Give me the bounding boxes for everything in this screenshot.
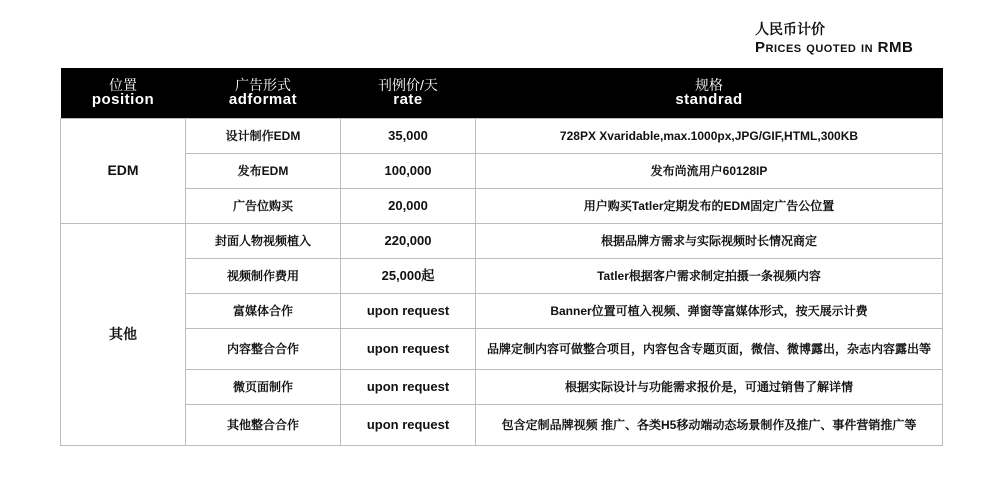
- spec-cell: 728PX Xvaridable,max.1000px,JPG/GIF,HTML,300KB: [476, 119, 943, 154]
- rate-cell: upon request: [341, 370, 476, 405]
- header-adformat-en: adformat: [228, 91, 298, 109]
- header-standrad: [476, 68, 943, 119]
- spec-cell: 根据实际设计与功能需求报价是，可通过销售了解详情: [476, 370, 943, 405]
- header-position-en: position: [91, 91, 155, 109]
- spec-cell: 用户购买Tatler定期发布的EDM固定广告公位置: [476, 189, 943, 224]
- spec-cell: 发布尚流用户60128IP: [476, 154, 943, 189]
- table-row: [61, 224, 943, 259]
- rate-cell: upon request: [341, 329, 476, 370]
- header-adformat-cn: 广告形式: [235, 76, 291, 93]
- group-edm: EDM: [61, 119, 186, 224]
- rate-cell: upon request: [341, 294, 476, 329]
- price-note-en: Prices quoted in RMB: [755, 39, 914, 56]
- header-standrad-en: standrad: [675, 91, 743, 109]
- header-adformat: [186, 68, 341, 119]
- adformat-cell: 广告位购买: [186, 189, 341, 224]
- header-rate: [341, 68, 476, 119]
- header-standrad-cn: 规格: [695, 76, 723, 93]
- table-row: [61, 154, 943, 189]
- group-other: 其他: [61, 224, 186, 446]
- adformat-cell: 其他整合合作: [186, 405, 341, 446]
- adformat-cell: 微页面制作: [186, 370, 341, 405]
- header-position-cn: 位置: [109, 76, 137, 93]
- rate-cell: 100,000: [341, 154, 476, 189]
- adformat-cell: 内容整合合作: [186, 329, 341, 370]
- adformat-cell: 发布EDM: [186, 154, 341, 189]
- table-row: [61, 259, 943, 294]
- header-rate-en: rate: [393, 91, 423, 109]
- spec-cell: 品牌定制内容可做整合项目，内容包含专题页面，微信、微博露出，杂志内容露出等: [476, 329, 943, 370]
- adformat-cell: 设计制作EDM: [186, 119, 341, 154]
- rate-cell: upon request: [341, 405, 476, 446]
- rate-table: [60, 68, 943, 446]
- spec-cell: 根据品牌方需求与实际视频时长情况商定: [476, 224, 943, 259]
- table-row: [61, 329, 943, 370]
- rate-cell: 20,000: [341, 189, 476, 224]
- spec-cell: Tatler根据客户需求制定拍摄一条视频内容: [476, 259, 943, 294]
- table-row: [61, 405, 943, 446]
- adformat-cell: 视频制作费用: [186, 259, 341, 294]
- table-row: [61, 294, 943, 329]
- table-row: [61, 119, 943, 154]
- price-note: [755, 22, 985, 55]
- spec-cell: Banner位置可植入视频、弹窗等富媒体形式，按天展示计费: [476, 294, 943, 329]
- table-row: [61, 189, 943, 224]
- adformat-cell: 富媒体合作: [186, 294, 341, 329]
- rate-cell: 25,000起: [341, 259, 476, 294]
- table-row: [61, 370, 943, 405]
- header-position: [61, 68, 186, 119]
- rate-cell: 220,000: [341, 224, 476, 259]
- rate-cell: 35,000: [341, 119, 476, 154]
- header-rate-cn: 刊例价/天: [378, 76, 438, 93]
- price-note-cn: 人民币计价: [755, 21, 825, 37]
- spec-cell: 包含定制品牌视频 推广、各类H5移动端动态场景制作及推广、事件营销推广等: [476, 405, 943, 446]
- header-row: [61, 68, 943, 119]
- adformat-cell: 封面人物视频植入: [186, 224, 341, 259]
